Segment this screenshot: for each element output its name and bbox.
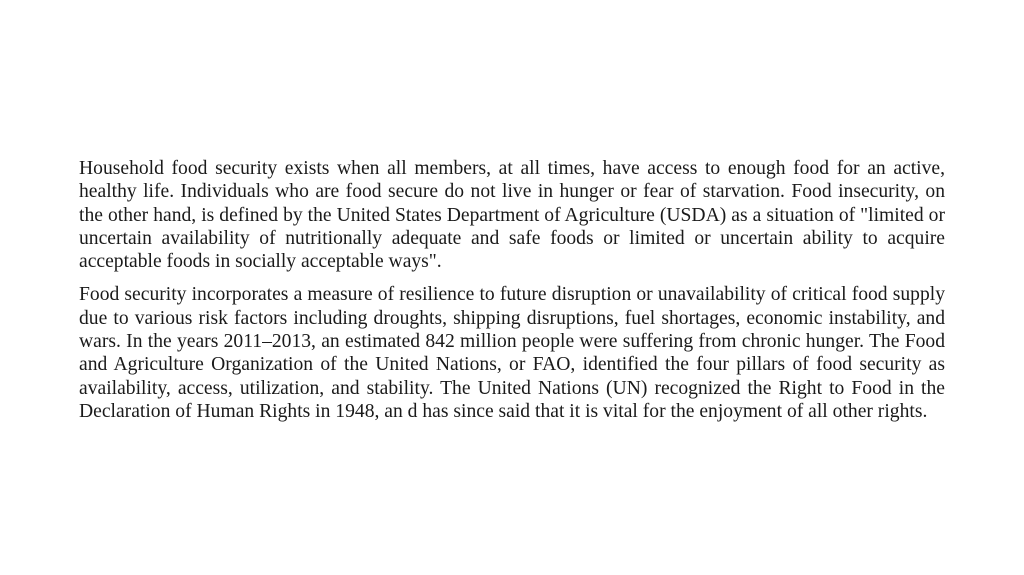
paragraph-1: Household food security exists when all members, at all times, have access to enough food for an active, healthy life. Individuals who are food secure do not live in hunger or fear of starvation. Food insecurity, on the other hand, is defined by the United States Department of Agriculture (USDA) as a situation of "limited or uncertain availability of nutritionally adequate and safe foods or limited or uncertain ability to acquire acceptable foods in socially acceptable ways". [79, 158, 945, 273]
text-body [79, 157, 945, 423]
paragraph-2: Food security incorporates a measure of resilience to future disruption or unavailability of critical food supply due to various risk factors including droughts, shipping disruptions, fuel shortages, economic instability, and wars. In the years 2011–2013, an estimated 842 million people were suffering from chronic hunger. The Food and Agriculture Organization of the United Nations, or FAO, identified the four pillars of food security as availability, access, utilization, and stability. The United Nations (UN) recognized the Right to Food in the Declaration of Human Rights in 1948, an d has since said that it is vital for the enjoyment of all other rights. [79, 284, 945, 422]
